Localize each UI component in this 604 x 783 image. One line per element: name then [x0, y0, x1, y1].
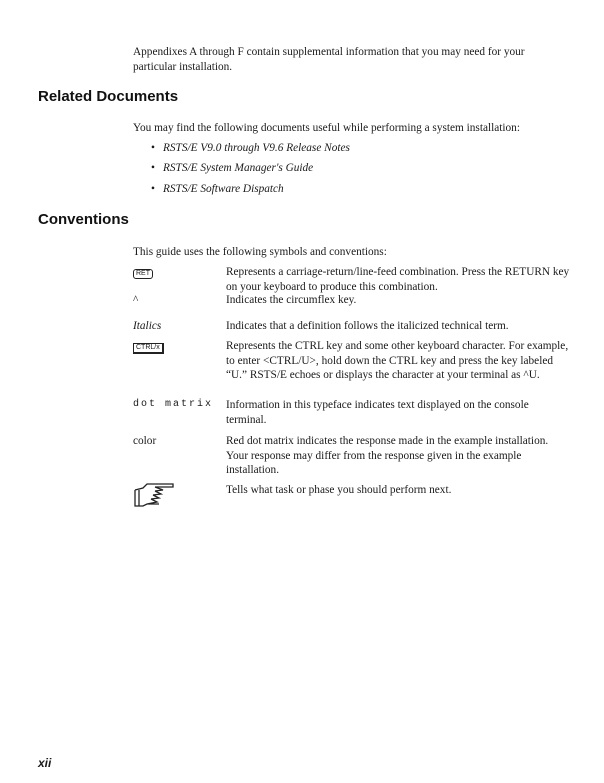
convention-symbol-circumflex: ^ — [133, 294, 139, 306]
ctrl-key-icon: CTRL/x — [133, 343, 164, 354]
pointing-hand-icon — [133, 482, 177, 513]
convention-desc: Indicates that a definition follows the italicized technical term. — [226, 320, 509, 332]
convention-desc: Tells what task or phase you should perform next. — [226, 484, 452, 496]
convention-symbol-ret — [133, 265, 153, 280]
ret-key-icon: RET — [133, 269, 153, 279]
related-documents-heading: Related Documents — [38, 88, 179, 105]
convention-desc: Indicates the circumflex key. — [226, 294, 357, 306]
conventions-text: This guide uses the following symbols and conventions: — [133, 246, 387, 258]
related-documents-text: You may find the following documents useful while performing a system installation: — [133, 122, 520, 134]
document-title: RSTS/E V9.0 through V9.6 Release Notes — [163, 142, 350, 154]
convention-desc: Represents a carriage-return/line-feed combination. Press the RETURN key on your keyboard to produce this combination. — [226, 266, 570, 293]
convention-desc: Red dot matrix indicates the response made in the example installation. Your response may differ from the response given in the example installation. — [226, 435, 549, 477]
document-title: RSTS/E Software Dispatch — [163, 183, 284, 195]
page-number: xii — [38, 756, 52, 770]
convention-desc: Information in this typeface indicates text displayed on the console terminal. — [226, 399, 529, 426]
convention-symbol-italics: Italics — [133, 320, 162, 332]
convention-symbol-ctrl — [133, 339, 164, 354]
convention-symbol-color: color — [133, 435, 157, 447]
intro-paragraph: Appendixes A through F contain supplemental information that you may need for your particular installation. — [133, 46, 525, 73]
document-title: RSTS/E System Manager's Guide — [163, 162, 314, 174]
convention-symbol-dot-matrix: dot matrix — [133, 399, 214, 410]
conventions-heading: Conventions — [38, 211, 129, 228]
convention-desc: Represents the CTRL key and some other keyboard character. For example, to enter <CTRL/U>, hold down the CTRL key and press the key labeled “U.” RSTS/E echoes or displays the character at your terminal as ^U. — [226, 340, 569, 382]
